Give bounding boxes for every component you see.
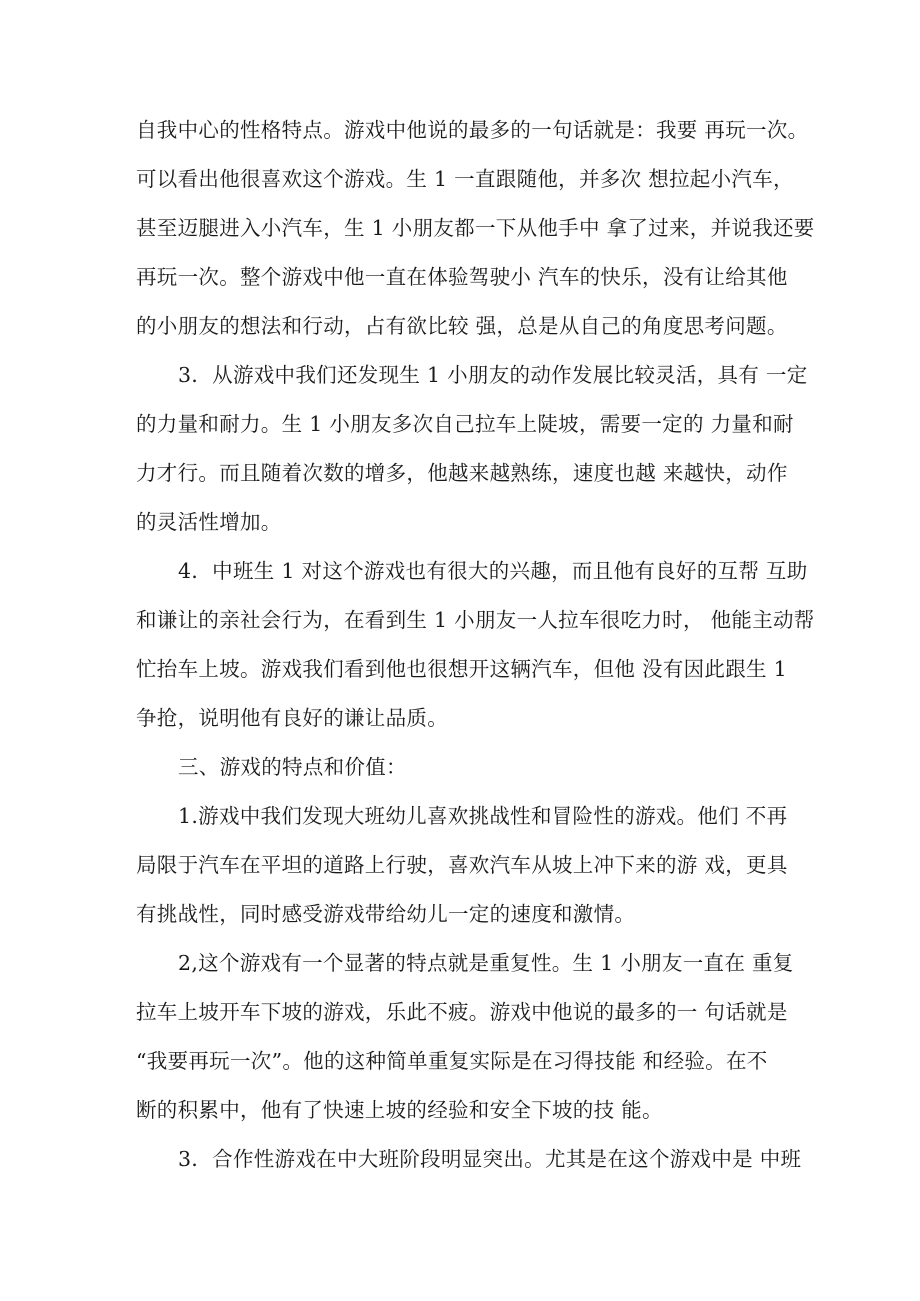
text-line: 4．中班生 1 对这个游戏也有很大的兴趣，而且他有良好的互帮 互助 [178, 559, 808, 583]
text-line: 2,这个游戏有一个显著的特点就是重复性。生 1 小朋友一直在 重复 [178, 951, 794, 975]
text-line: 断的积累中，他有了快速上坡的经验和安全下坡的技 能。 [136, 1098, 663, 1122]
section-heading: 三、游戏的特点和价值： [178, 755, 407, 779]
text-line: 局限于汽车在平坦的道路上行驶，喜欢汽车从坡上冲下来的游 戏，更具 [136, 853, 788, 877]
text-line: 自我中心的性格特点。游戏中他说的最多的一句话就是：我要 再玩一次。 [136, 118, 809, 142]
text-line: 3．合作性游戏在中大班阶段明显突出。尤其是在这个游戏中是 中班 [178, 1147, 802, 1171]
text-line: 再玩一次。整个游戏中他一直在体验驾驶小 汽车的快乐，没有让给其他 [136, 265, 788, 289]
text-line: 可以看出他很喜欢这个游戏。生 1 一直跟随他，并多次 想拉起小汽车， [136, 167, 794, 191]
text-line: 甚至迈腿进入小汽车，生 1 小朋友都一下从他手中 拿了过来，并说我还要 [136, 216, 815, 240]
text-line: 争抢，说明他有良好的谦让品质。 [136, 706, 448, 730]
text-line: 的小朋友的想法和行动，占有欲比较 强，总是从自己的角度思考问题。 [136, 314, 788, 338]
text-line: 的力量和耐力。生 1 小朋友多次自己拉车上陡坡，需要一定的 力量和耐 [136, 412, 794, 436]
text-line: 有挑战性，同时感受游戏带给幼儿一定的速度和激情。 [136, 902, 636, 926]
text-line: 拉车上坡开车下坡的游戏，乐此不疲。游戏中他说的最多的一 句话就是 [136, 1000, 788, 1024]
text-line: 和谦让的亲社会行为，在看到生 1 小朋友一人拉车很吃力时， 他能主动帮 [136, 608, 815, 632]
text-line: 1.游戏中我们发现大班幼儿喜欢挑战性和冒险性的游戏。他们 不再 [178, 804, 788, 828]
text-line: 忙抬车上坡。游戏我们看到他也很想开这辆汽车，但他 没有因此跟生 1 [136, 657, 787, 681]
text-line: 力才行。而且随着次数的增多，他越来越熟练，速度也越 来越快，动作 [136, 461, 788, 485]
text-line: 3．从游戏中我们还发现生 1 小朋友的动作发展比较灵活，具有 一定 [178, 363, 808, 387]
text-line: 的灵活性增加。 [136, 510, 282, 534]
text-line: “我要再玩一次”。他的这种简单重复实际是在习得技能 和经验。在不 [136, 1049, 768, 1073]
